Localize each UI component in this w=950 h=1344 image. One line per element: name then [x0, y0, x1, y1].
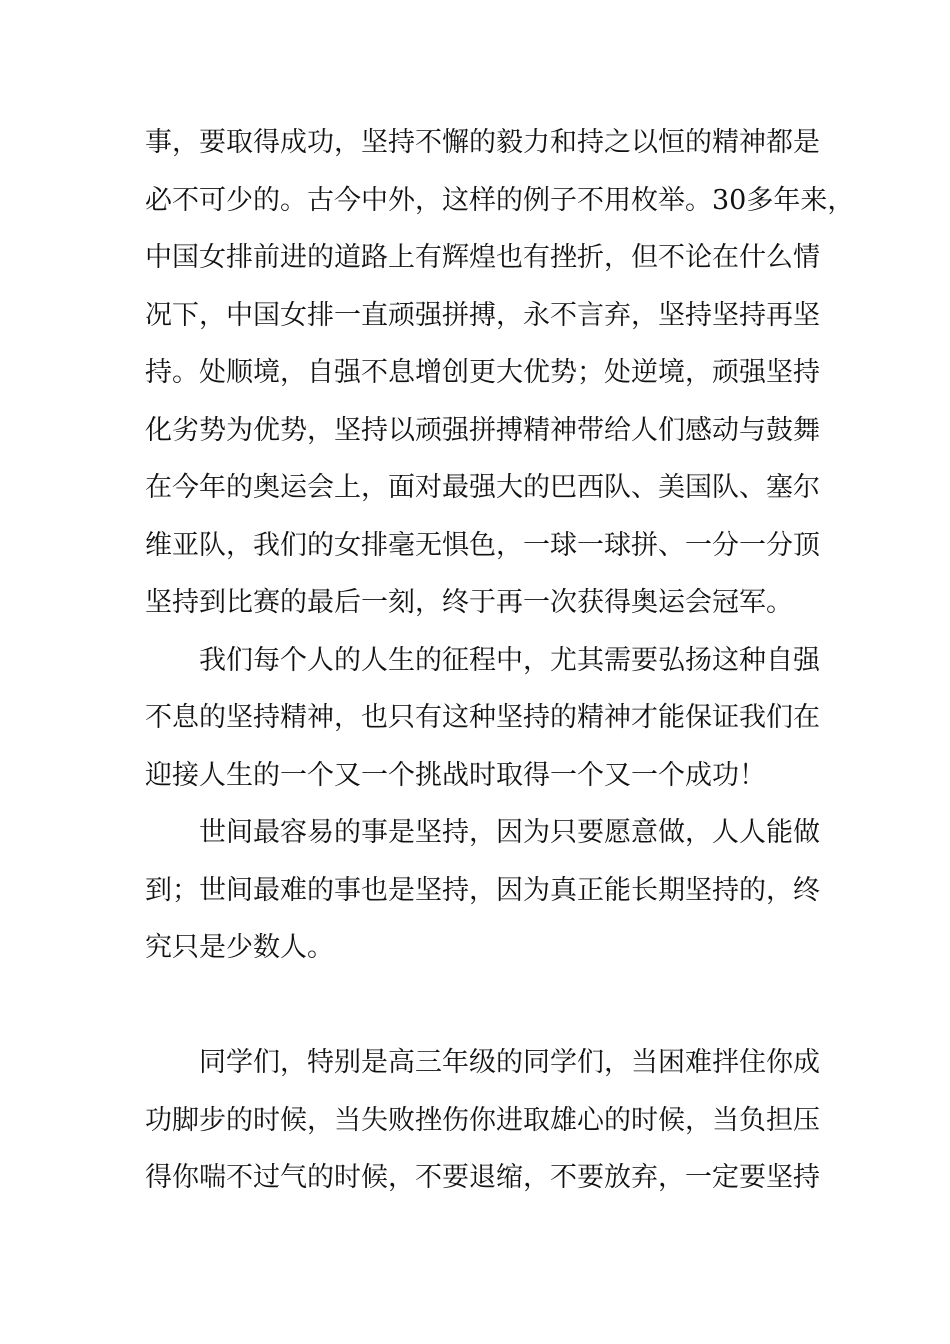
text-line: 事，要取得成功，坚持不懈的毅力和持之以恒的精神都是	[145, 127, 820, 158]
paragraph-1	[145, 114, 855, 632]
text-line: 世间最容易的事是坚持，因为只要愿意做，人人能做	[199, 817, 820, 848]
text-line: 维亚队，我们的女排毫无惧色，一球一球拼、一分一分顶	[145, 529, 820, 561]
text-line: 化劣势为优势，坚持以顽强拼搏精神带给人们感动与鼓舞	[145, 414, 820, 446]
text-line: 功脚步的时候，当失败挫伤你进取雄心的时候，当负担压	[145, 1104, 820, 1136]
text-line: 持。处顺境，自强不息增创更大优势；处逆境，顽强坚持	[145, 357, 820, 388]
paragraph-4	[145, 1034, 820, 1207]
text-line: 到；世间最难的事也是坚持，因为真正能长期坚持的，终	[145, 874, 820, 906]
text-line: 得你喘不过气的时候，不要退缩，不要放弃，一定要坚持	[145, 1162, 820, 1193]
paragraph-gap	[145, 977, 815, 1035]
text-line: 迎接人生的一个又一个挑战时取得一个又一个成功！	[145, 759, 766, 791]
text-line: 不息的坚持精神，也只有这种坚持的精神才能保证我们在	[145, 702, 820, 733]
text-line: 况下，中国女排一直顽强拼搏，永不言弃，坚持坚持再坚	[145, 299, 820, 331]
text-line: 究只是少数人。	[145, 932, 334, 963]
paragraph-3	[145, 804, 820, 977]
text-line: 我们每个人的人生的征程中，尤其需要弘扬这种自强	[199, 644, 820, 676]
text-line: 必不可少的。古今中外，这样的例子不用枚举。30多年来，	[145, 184, 855, 216]
text-line: 中国女排前进的道路上有辉煌也有挫折，但不论在什么情	[145, 242, 820, 273]
document-body	[145, 114, 855, 1207]
text-line: 同学们，特别是高三年级的同学们，当困难拌住你成	[199, 1047, 820, 1078]
text-line: 坚持到比赛的最后一刻，终于再一次获得奥运会冠军。	[145, 587, 793, 618]
text-line: 在今年的奥运会上，面对最强大的巴西队、美国队、塞尔	[145, 472, 820, 503]
paragraph-2	[145, 632, 820, 805]
